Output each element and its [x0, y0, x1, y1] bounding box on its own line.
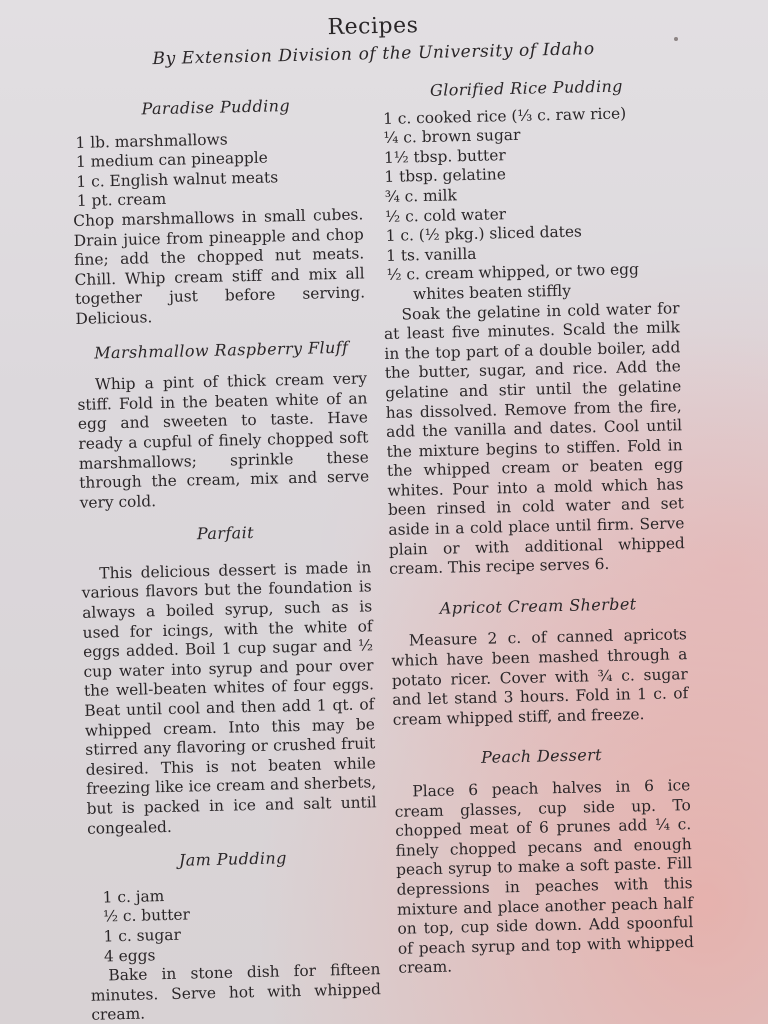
ingredient-line: whites beaten stiffly [412, 281, 572, 304]
recipe-title: Paradise Pudding [141, 96, 291, 119]
ingredient-list [88, 882, 380, 967]
recipe-apricot-cream-sherbet [390, 593, 689, 730]
recipe-title: Apricot Cream Sherbet [439, 594, 637, 618]
recipe-directions: Measure 2 c. of canned apricots which have been mashed through a potato ricer. Cover with ¾ c. sugar and let stand 3 hours. Fold in 1 c. of cream whipped stiff, and freeze. [391, 625, 689, 729]
recipe-directions: Place 6 peach halves in 6 ice cream glasses, cup side up. To chopped meat of 6 prunes add ¼ c. finely chopped pecans and enough peach syrup to make a soft paste. Fill depressions in peaches with this mixture and place another peach half on top, cup side down. Add spoonful of peach syrup and top with whipped cream. [394, 776, 695, 978]
recipe-peach-dessert [393, 744, 694, 979]
ingredient-line: 1 c. jam [102, 886, 165, 907]
recipe-jam-pudding [88, 846, 382, 1024]
recipe-title: Parfait [196, 523, 255, 544]
recipe-directions: Bake in stone dish for fifteen minutes. Serve hot with whipped cream. [90, 960, 382, 1024]
ingredient-list [71, 127, 363, 212]
ingredient-line: ¼ c. brown sugar [383, 125, 521, 148]
ingredient-line: 1 pt. cream [76, 190, 167, 211]
recipe-title: Jam Pudding [178, 848, 287, 870]
recipe-directions: Whip a pint of thick cream very stiff. Fold in the beaten white of an egg and sweeten to taste. Have ready a cupful of finely chopped soft marshmallows; sprinkle these through the cream, mix and serve very cold. [77, 369, 370, 512]
ingredient-line: 1 c. cooked rice (⅓ c. raw rice) [382, 103, 627, 128]
page-subtitle: By Extension Division of the University of Idaho [152, 39, 595, 70]
ingredient-line: 1 medium can pineapple [75, 148, 269, 172]
ingredient-line: 1 c. (½ pkg.) sliced dates [385, 222, 583, 246]
recipe-title: Glorified Rice Pudding [429, 76, 624, 100]
recipe-parfait [80, 521, 377, 839]
ingredient-line: 1 ts. vanilla [385, 244, 477, 265]
ingredient-line: 1 tbsp. gelatine [384, 165, 507, 187]
page-title: Recipes [327, 13, 419, 41]
ingredient-line: 1 c. English walnut meats [76, 168, 279, 191]
recipe-directions: Chop marshmallows in small cubes. Drain juice from pineapple and chop fine; add the chopped nut meats. Chill. Whip cream stiff and mix all together just before serving. Delicious. [73, 205, 366, 328]
ingredient-line: 4 eggs [103, 945, 156, 966]
recipe-title: Marshmallow Raspberry Fluff [94, 337, 349, 363]
recipe-directions: This delicious dessert is made in various flavors but the foundation is always a boiled syrup, such as is used for icings, with the white of eggs added. Boil 1 cup sugar and ½ cup water into syrup and pour over the well-beaten whites of four eggs. Beat until cool and then add 1 qt. of whipped cream. Into this may be stirred any flavoring or crushed fruit desired. This is not beaten while freezing like ice cream and sherbets, but is packed in ice and salt until congealed. [81, 558, 377, 838]
ingredient-line: 1 c. sugar [103, 925, 182, 946]
right-column [378, 75, 694, 978]
ingredient-line: ¾ c. milk [384, 186, 458, 206]
ingredient-line: ½ c. cream whipped, or two egg [386, 260, 640, 285]
recipe-marshmallow-raspberry-fluff [76, 337, 370, 513]
recipe-directions: Soak the gelatine in cold water for at least five minutes. Scald the milk in the top part of a double boiler, add the butter, sugar, and rice. Add the gelatine and stir until the gelatine has dissolved. Remove from the fire, add the vanilla and dates. Cool until the mixture begins to stiffen. Fold in the whipped cream or beaten egg whites. Pour into a mold which has been rinsed in cold water and set aside in a cold place until firm. Serve plain or with additional whipped cream. This recipe serves 6. [383, 298, 685, 579]
ingredient-list [379, 103, 679, 306]
ingredient-line: ½ c. cold water [385, 204, 507, 226]
recipe-paradise-pudding [71, 94, 366, 329]
ingredient-line: 1 lb. marshmallows [75, 130, 228, 152]
ingredient-line: 1½ tbsp. butter [383, 145, 506, 167]
recipe-title: Peach Dessert [480, 745, 603, 768]
recipe-glorified-rice-pudding [378, 75, 685, 579]
ingredient-line: ½ c. butter [102, 905, 191, 926]
left-column [71, 94, 382, 1024]
